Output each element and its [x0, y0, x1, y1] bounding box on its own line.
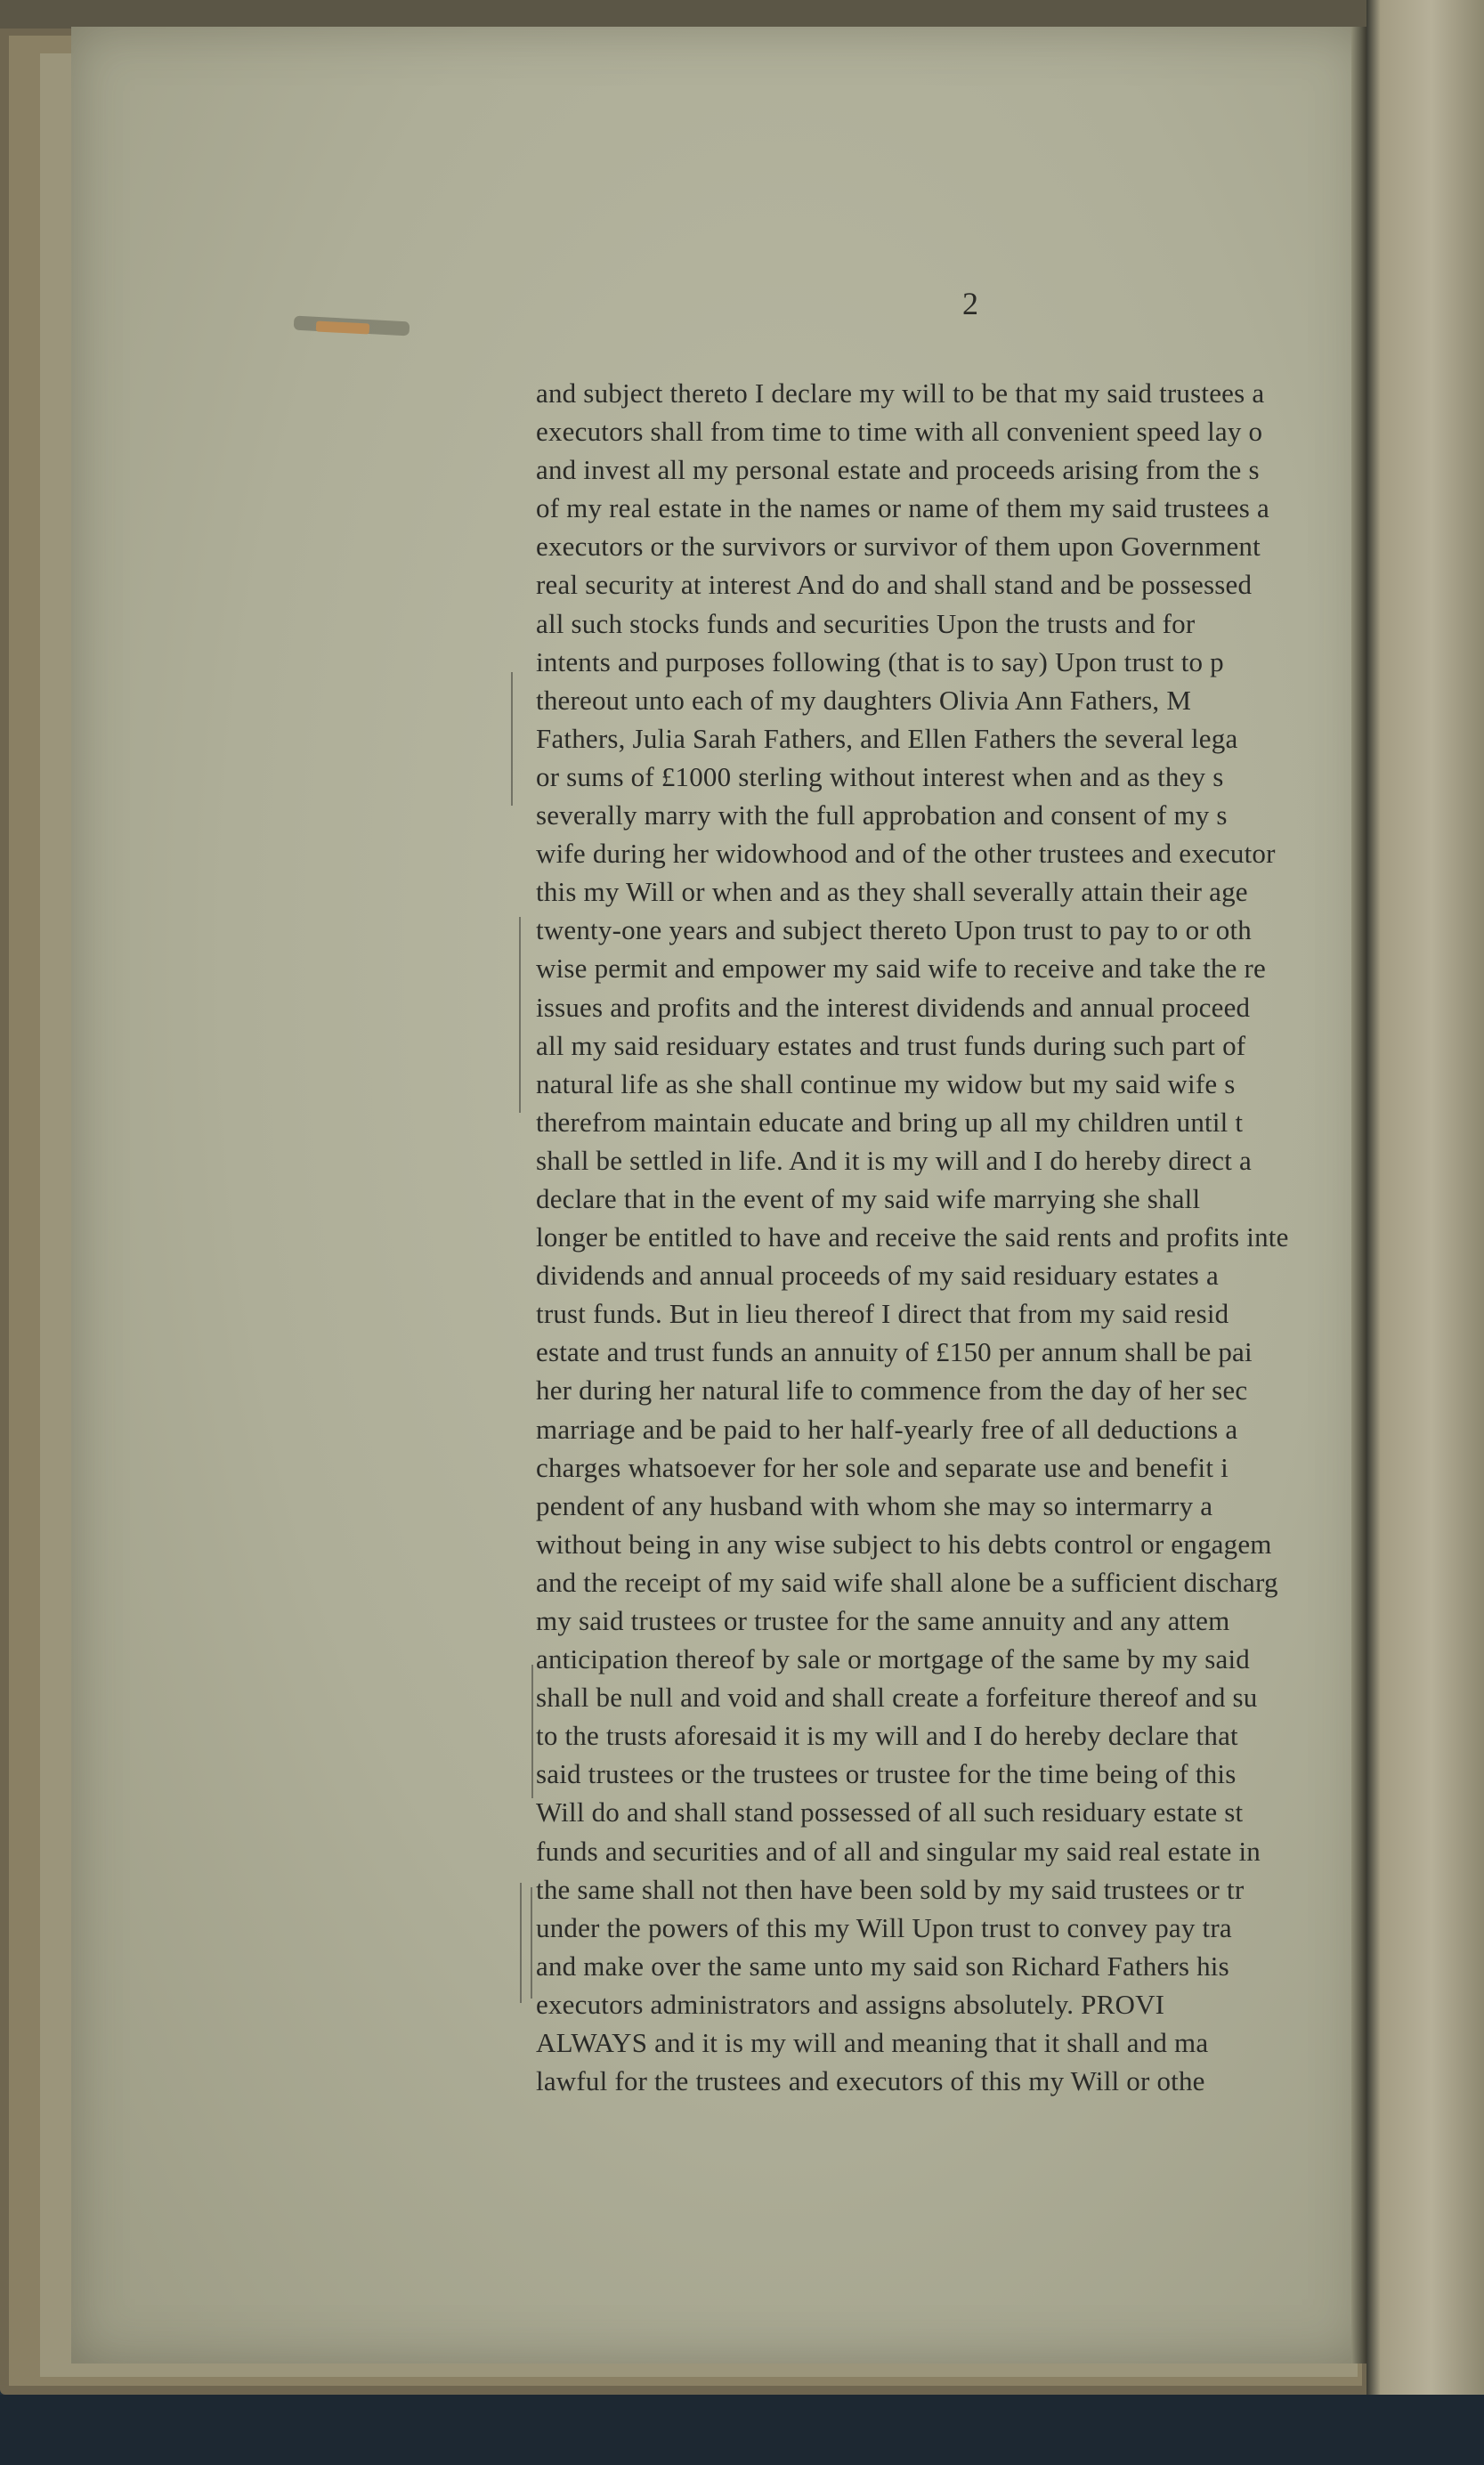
text-line: and make over the same unto my said son Richard Fathers his [536, 1950, 1229, 1982]
text-line: my said trustees or trustee for the same annuity and any attem [536, 1605, 1230, 1636]
text-line: executors administrators and assigns absolutely. PROVI [536, 1988, 1165, 2020]
text-line: all such stocks funds and securities Upon the trusts and for [536, 607, 1196, 639]
top-binding-strip [0, 0, 1389, 28]
text-line: intents and purposes following (that is to say) Upon trust to p [536, 645, 1224, 677]
text-line: under the powers of this my Will Upon trust to convey pay tra [536, 1911, 1232, 1943]
text-line: real security at interest And do and shall stand and be possessed [536, 569, 1253, 601]
pencil-margin-mark [531, 1887, 532, 1999]
facing-page-edge [1366, 0, 1484, 2465]
text-line: therefrom maintain educate and bring up all my children until t [536, 1106, 1244, 1138]
text-line: this my Will or when and as they shall severally attain their age [536, 876, 1248, 908]
pencil-margin-mark [511, 672, 513, 806]
text-line: her during her natural life to commence from the day of her sec [536, 1374, 1248, 1407]
pencil-margin-mark [531, 1665, 533, 1798]
text-line: declare that in the event of my said wife marrying she shall [536, 1182, 1201, 1214]
text-line: of my real estate in the names or name of them my said trustees a [536, 492, 1269, 524]
text-line: or sums of £1000 sterling without interest when and as they s [536, 760, 1224, 792]
will-body-text [536, 374, 1355, 2100]
text-line: wise permit and empower my said wife to receive and take the re [536, 953, 1267, 985]
text-line: and invest all my personal estate and proceeds arising from the s [536, 454, 1260, 486]
text-line: severally marry with the full approbation and consent of my s [536, 799, 1228, 831]
text-line: anticipation thereof by sale or mortgage of the same by my said [536, 1643, 1250, 1675]
text-line: charges whatsoever for her sole and separate use and benefit i [536, 1451, 1229, 1483]
text-line: to the trusts aforesaid it is my will and I do hereby declare that [536, 1720, 1238, 1752]
text-line: ALWAYS and it is my will and meaning that it shall and ma [536, 2027, 1209, 2059]
text-line: lawful for the trustees and executors of this my Will or othe [536, 2065, 1205, 2097]
text-line: shall be null and void and shall create a forfeiture thereof and su [536, 1682, 1258, 1714]
text-line: wife during her widowhood and of the other trustees and executor [536, 838, 1276, 870]
text-line: trust funds. But in lieu thereof I direct that from my said resid [536, 1298, 1229, 1330]
text-line: all my said residuary estates and trust funds during such part of [536, 1029, 1246, 1061]
text-line: funds and securities and of all and singular my said real estate in [536, 1835, 1261, 1867]
text-line: and subject thereto I declare my will to be that my said trustees a [536, 377, 1265, 409]
text-line: pendent of any husband with whom she may so intermarry a [536, 1489, 1213, 1521]
text-line: executors or the survivors or survivor of them upon Government [536, 531, 1261, 563]
text-line: marriage and be paid to her half-yearly free of all deductions a [536, 1413, 1238, 1445]
text-line: shall be settled in life. And it is my will and I do hereby direct a [536, 1144, 1252, 1176]
text-line: estate and trust funds an annuity of £150 per annum shall be pai [536, 1336, 1253, 1368]
text-line: natural life as she shall continue my widow but my said wife s [536, 1067, 1236, 1099]
text-line: twenty-one years and subject thereto Upon trust to pay to or oth [536, 914, 1252, 946]
page-number: 2 [962, 286, 978, 321]
text-line: without being in any wise subject to his debts control or engagem [536, 1528, 1272, 1560]
text-line: thereout unto each of my daughters Olivia Ann Fathers, M [536, 684, 1192, 716]
text-line: longer be entitled to have and receive the said rents and profits inte [536, 1221, 1289, 1253]
text-line: issues and profits and the interest dividends and annual proceed [536, 991, 1251, 1023]
text-line: Will do and shall stand possessed of all such residuary estate st [536, 1796, 1244, 1828]
text-line: dividends and annual proceeds of my said residuary estates a [536, 1260, 1219, 1292]
pencil-margin-mark [520, 1883, 522, 2003]
text-line: Fathers, Julia Sarah Fathers, and Ellen Fathers the several lega [536, 722, 1238, 754]
text-line: executors shall from time to time with all convenient speed lay o [536, 416, 1263, 448]
text-line: said trustees or the trustees or trustee for the time being of this [536, 1758, 1237, 1790]
text-line: the same shall not then have been sold by my said trustees or tr [536, 1873, 1245, 1905]
text-line: and the receipt of my said wife shall alone be a sufficient discharg [536, 1566, 1278, 1598]
bottom-binding-edge [0, 2395, 1484, 2465]
pencil-margin-mark [519, 917, 521, 1113]
